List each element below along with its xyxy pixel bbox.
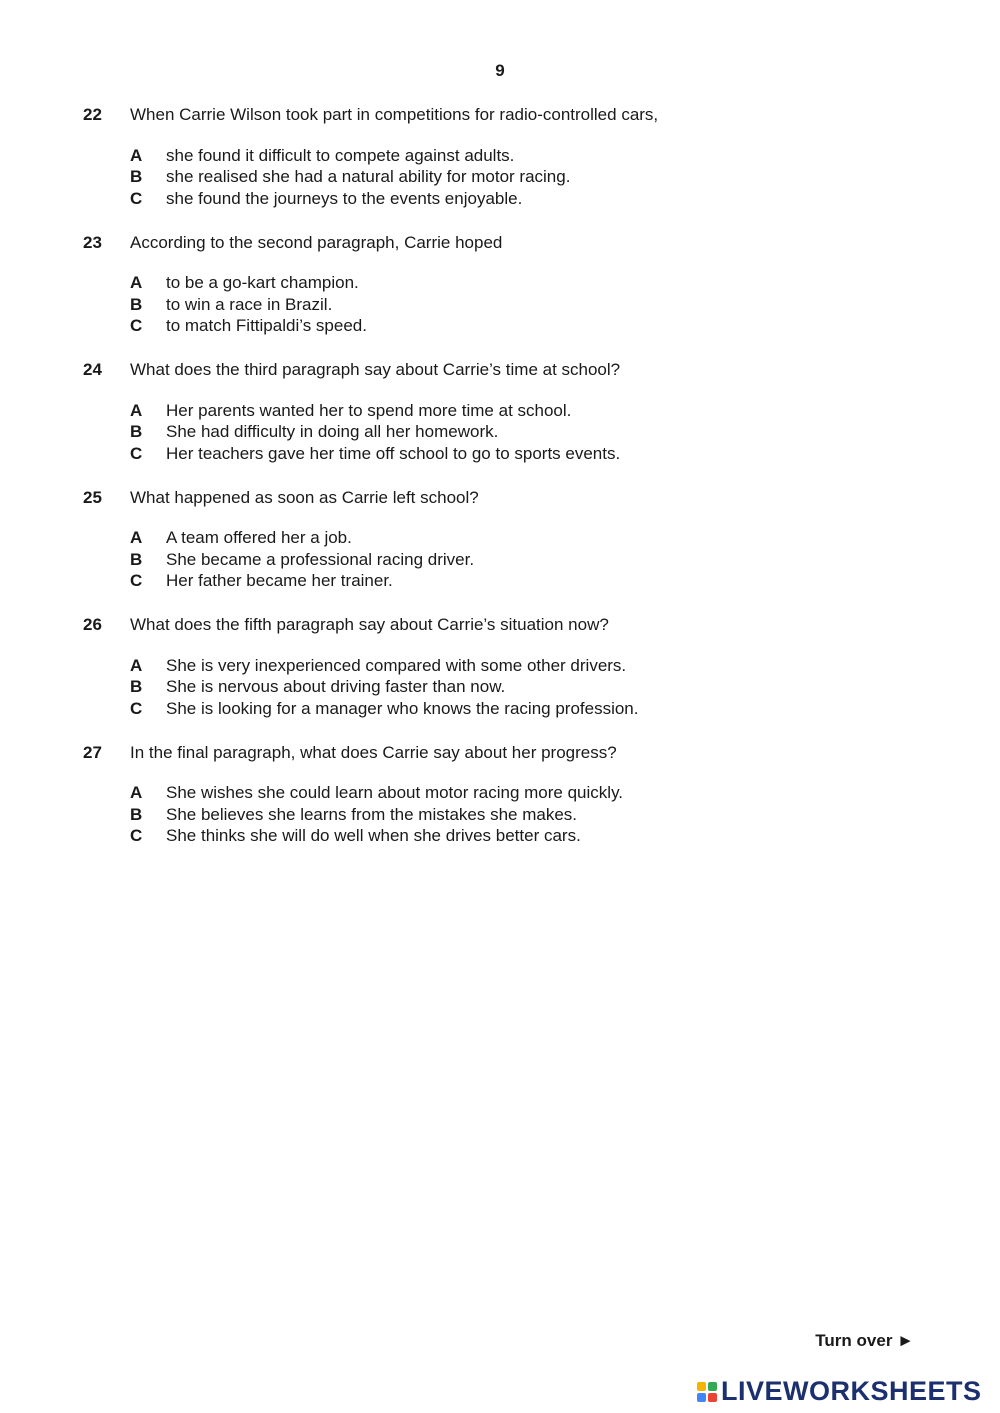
question-stem [83,231,943,255]
question-text: What does the fifth paragraph say about Carrie’s situation now? [130,615,609,634]
option-c[interactable] [83,698,943,720]
option-list [83,145,943,210]
liveworksheets-icon [697,1382,717,1402]
option-list [83,528,943,593]
question-24 [83,358,943,465]
option-b[interactable] [83,422,943,444]
option-letter: C [130,698,143,718]
option-c[interactable] [83,571,943,593]
option-list [83,400,943,465]
option-letter: A [130,528,143,548]
question-stem [83,486,943,510]
option-letter: C [130,188,143,208]
option-text: she found it difficult to compete against adults. [166,145,515,165]
option-list [83,273,943,338]
question-25 [83,486,943,593]
logo-square-icon [697,1382,706,1391]
question-list [83,103,943,868]
option-b[interactable] [83,804,943,826]
option-c[interactable] [83,188,943,210]
logo-square-icon [708,1382,717,1391]
question-text: What happened as soon as Carrie left school? [130,487,479,507]
question-number: 25 [83,487,102,507]
option-text: She wishes she could learn about motor racing more quickly. [166,783,624,803]
option-text: Her parents wanted her to spend more time at school. [166,400,572,420]
question-stem [83,358,943,382]
page-number: 9 [495,61,505,80]
question-22 [83,103,943,210]
option-letter: B [130,294,143,314]
logo-square-icon [708,1393,717,1402]
question-26 [83,613,943,720]
option-letter: A [130,783,143,803]
option-a[interactable] [83,145,943,167]
option-b[interactable] [83,549,943,571]
question-number: 24 [83,360,102,379]
option-text: She believes she learns from the mistakes she makes. [166,804,578,824]
question-stem [83,613,943,637]
question-number: 22 [83,105,102,124]
option-a[interactable] [83,655,943,677]
option-a[interactable] [83,528,943,550]
option-letter: B [130,422,143,442]
option-letter: B [130,549,143,569]
option-letter: A [130,273,143,293]
option-letter: B [130,804,143,824]
option-text: She had difficulty in doing all her homework. [166,422,499,442]
question-text: According to the second paragraph, Carrie hoped [130,232,503,252]
logo-square-icon [697,1393,706,1402]
question-stem [83,741,943,765]
question-text: In the final paragraph, what does Carrie say about her progress? [130,742,617,762]
question-text: When Carrie Wilson took part in competitions for radio-controlled cars, [130,105,659,124]
turn-over-label: Turn over ► [815,1331,914,1350]
question-27 [83,741,943,848]
option-b[interactable] [83,167,943,189]
option-a[interactable] [83,273,943,295]
question-number: 26 [83,615,102,634]
option-b[interactable] [83,294,943,316]
option-c[interactable] [83,316,943,338]
option-text: Her teachers gave her time off school to go to sports events. [166,443,621,463]
option-text: she realised she had a natural ability for motor racing. [166,167,571,187]
option-text: She is nervous about driving faster than now. [166,677,506,697]
option-text: She is very inexperienced compared with some other drivers. [166,655,627,675]
option-letter: B [130,167,143,187]
option-text: she found the journeys to the events enjoyable. [166,188,523,208]
option-text: Her father became her trainer. [166,571,393,591]
option-letter: C [130,443,143,463]
option-text: to win a race in Brazil. [166,294,333,314]
option-text: She thinks she will do well when she drives better cars. [166,826,581,846]
option-list [83,655,943,720]
option-letter: C [130,826,143,846]
option-c[interactable] [83,826,943,848]
option-list [83,783,943,848]
liveworksheets-logo [697,1376,982,1407]
option-letter: A [130,655,143,675]
question-23 [83,231,943,338]
option-letter: C [130,571,143,591]
question-stem [83,103,943,127]
option-text: She is looking for a manager who knows the racing profession. [166,698,639,718]
option-c[interactable] [83,443,943,465]
question-number: 27 [83,742,102,762]
option-b[interactable] [83,677,943,699]
option-a[interactable] [83,400,943,422]
question-number: 23 [83,232,102,252]
option-text: A team offered her a job. [166,528,352,548]
option-letter: A [130,145,143,165]
option-text: to be a go-kart champion. [166,273,359,293]
option-letter: B [130,677,143,697]
option-letter: A [130,400,143,420]
option-letter: C [130,316,143,336]
option-text: She became a professional racing driver. [166,549,475,569]
option-a[interactable] [83,783,943,805]
question-text: What does the third paragraph say about Carrie’s time at school? [130,360,621,379]
brand-text: LIVEWORKSHEETS [721,1376,982,1406]
option-text: to match Fittipaldi’s speed. [166,316,367,336]
